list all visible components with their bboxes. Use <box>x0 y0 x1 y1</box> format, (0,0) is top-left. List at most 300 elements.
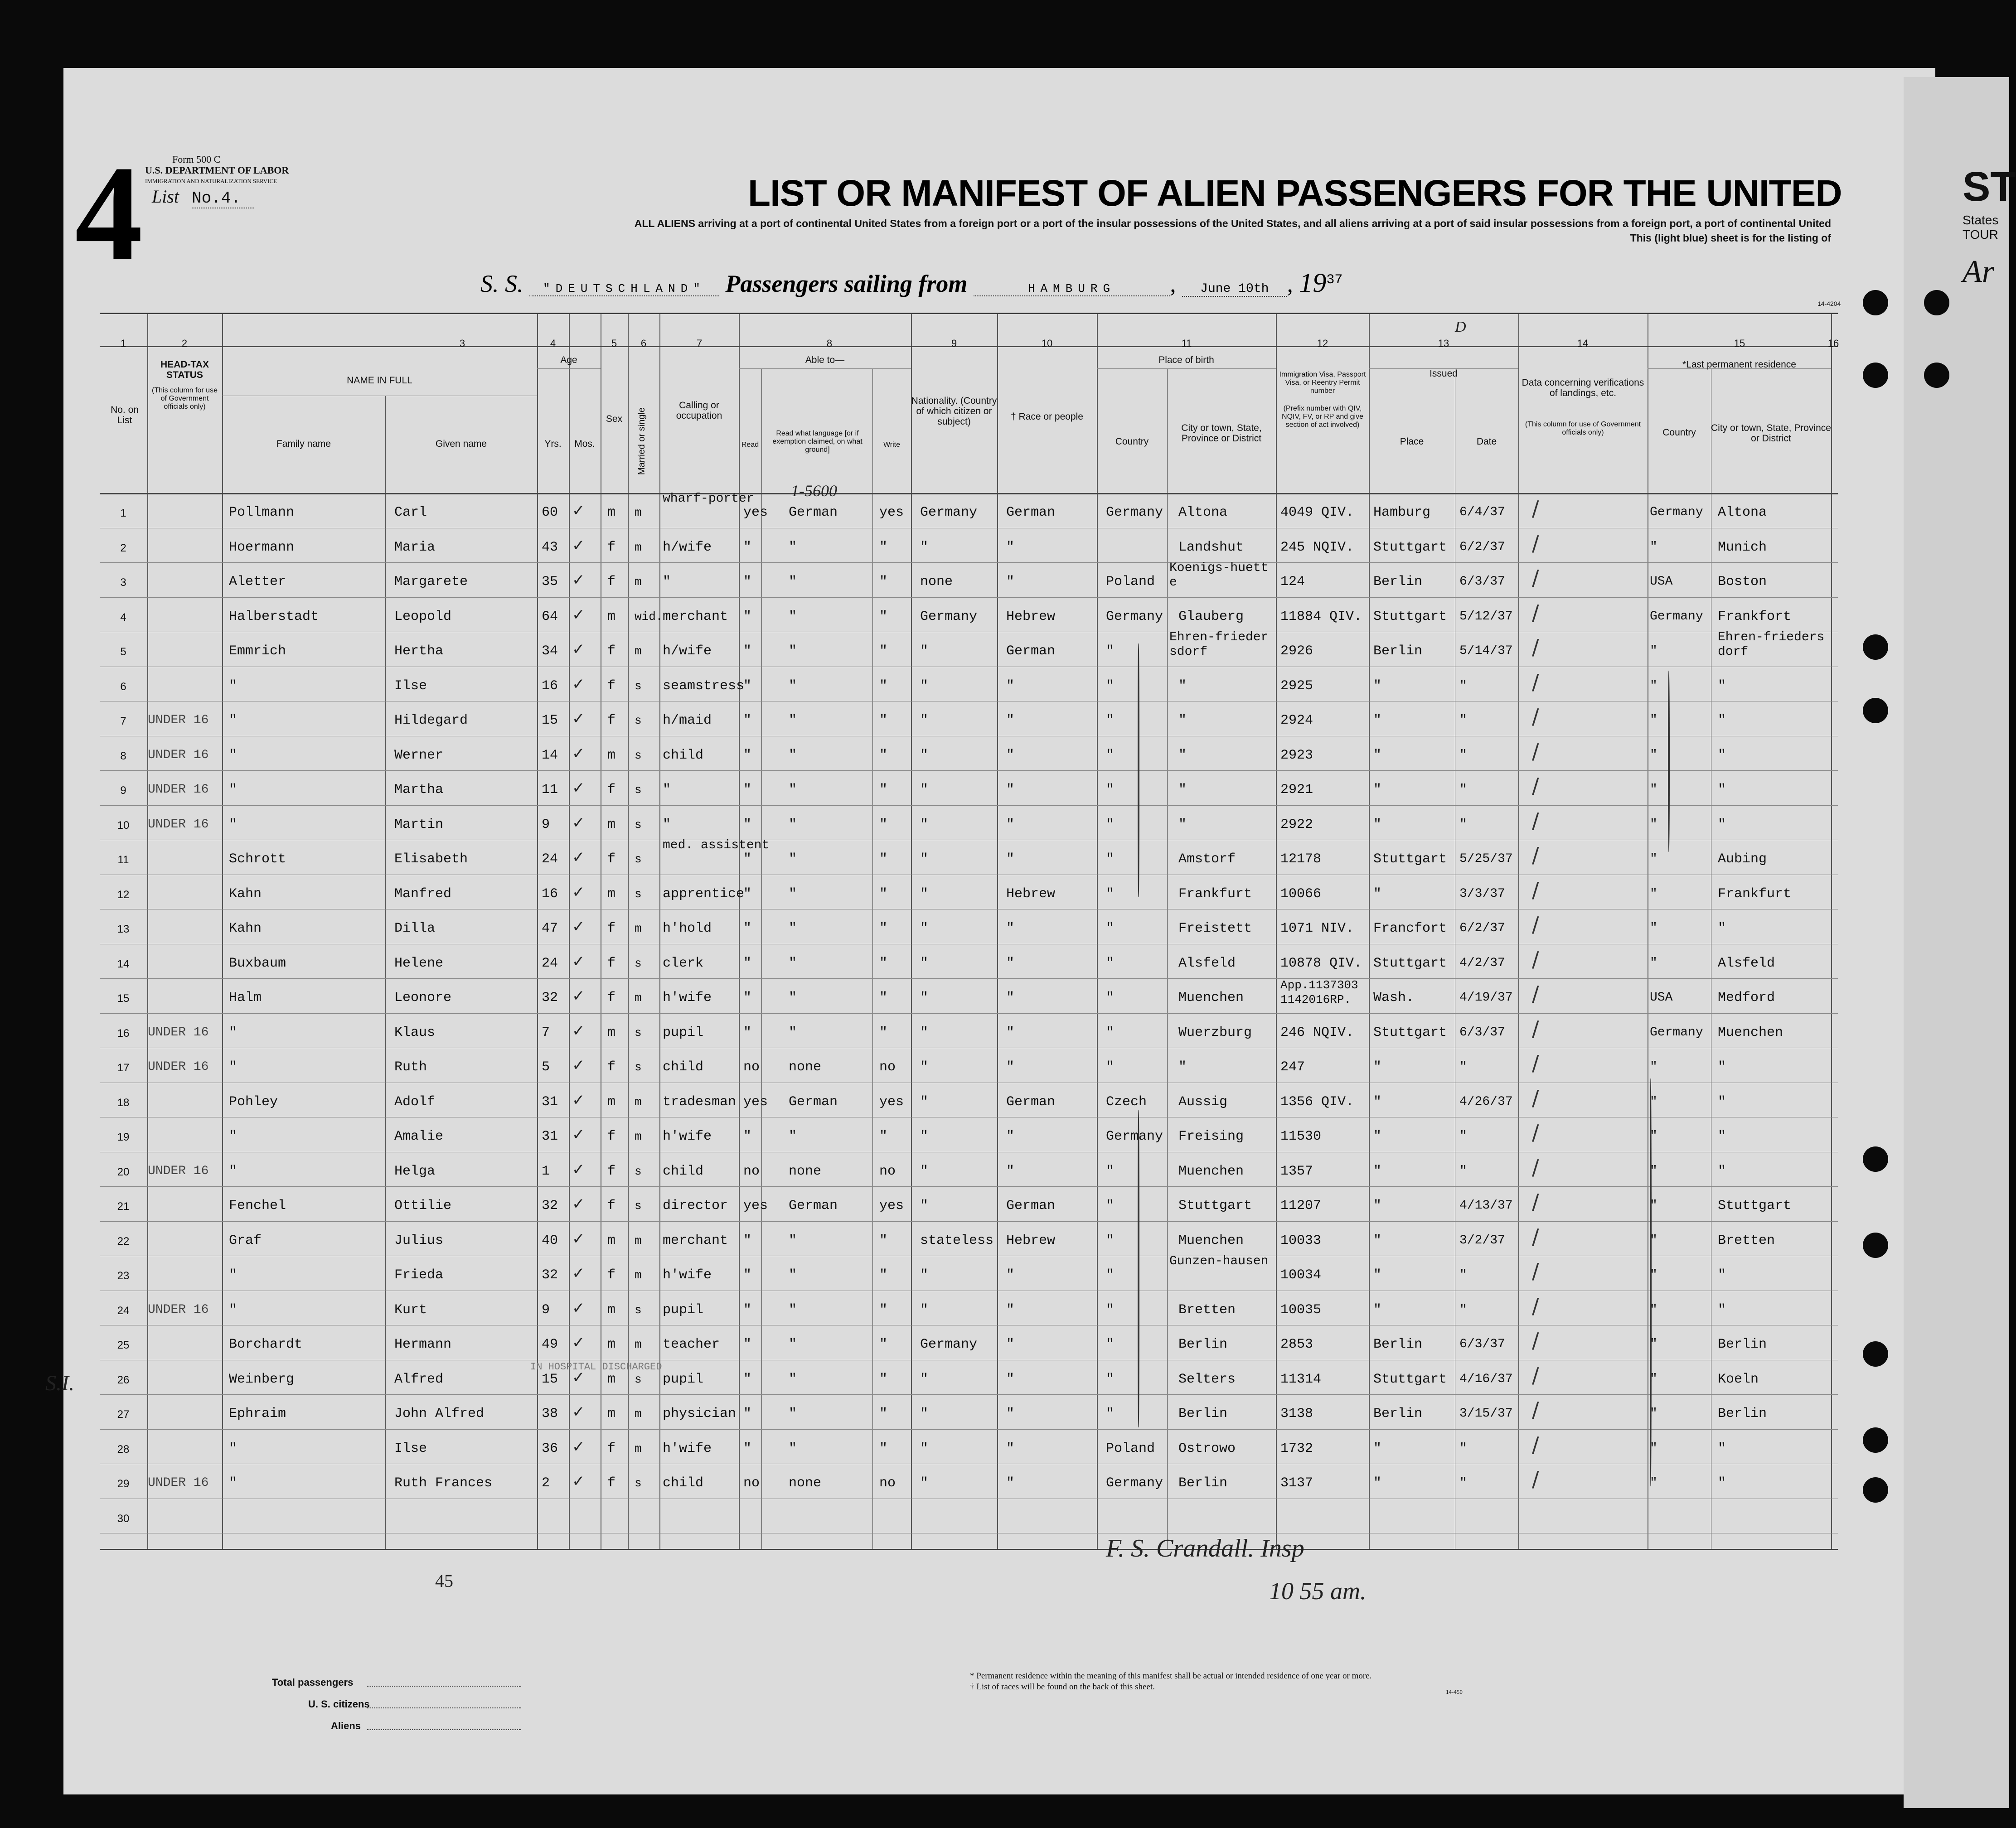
birth-city: " <box>1178 678 1187 694</box>
verification-slash-icon: / <box>1532 1016 1539 1041</box>
birth-country: " <box>1106 713 1115 728</box>
nationality: " <box>920 1267 929 1283</box>
birth-country: " <box>1106 955 1115 971</box>
issued-place: " <box>1373 1094 1382 1110</box>
read-language: " <box>789 1441 797 1456</box>
marital-status: m <box>635 1407 642 1421</box>
residence-country: " <box>1650 956 1657 970</box>
sex: f <box>607 955 616 971</box>
residence-city: Frankfurt <box>1718 886 1792 902</box>
form-number: Form 500 C <box>172 154 221 165</box>
residence-country: USA <box>1650 575 1673 589</box>
birth-country: " <box>1106 1059 1115 1075</box>
race: " <box>1006 1406 1015 1422</box>
ss-label: S. S. <box>480 270 523 297</box>
age-years: 64 <box>542 609 558 624</box>
birth-city: " <box>1178 1059 1187 1075</box>
header-residence-city: City or town, State, Province or District <box>1711 423 1831 444</box>
can-read: yes <box>743 1198 768 1214</box>
occupation: pupil <box>663 1025 704 1040</box>
row-number: 7 <box>120 715 126 727</box>
can-write: " <box>879 886 888 902</box>
residence-country: " <box>1650 921 1657 935</box>
sex: f <box>607 643 616 659</box>
can-write: " <box>879 921 888 936</box>
check-mark-icon: ✓ <box>572 502 585 520</box>
check-mark-icon: ✓ <box>572 605 585 624</box>
residence-country: " <box>1650 713 1657 727</box>
marital-status: s <box>635 748 642 762</box>
nationality: " <box>920 851 929 867</box>
read-language: " <box>789 609 797 624</box>
race: " <box>1006 678 1015 694</box>
residence-city: Muenchen <box>1718 1025 1783 1040</box>
birth-country: Germany <box>1106 1129 1163 1144</box>
issued-place: " <box>1373 1267 1382 1283</box>
sex: m <box>607 609 616 624</box>
birth-city: Koenigs-huette <box>1169 561 1269 590</box>
can-read: " <box>743 1025 752 1040</box>
can-read: " <box>743 574 752 590</box>
row-number: 8 <box>120 750 126 762</box>
verification-slash-icon: / <box>1532 1328 1539 1353</box>
can-write: yes <box>879 1094 904 1110</box>
given-name: Kurt <box>394 1302 427 1318</box>
birth-city: Altona <box>1178 505 1228 520</box>
issued-place: Stuttgart <box>1373 1025 1447 1040</box>
nationality: " <box>920 1371 929 1387</box>
check-mark-icon: ✓ <box>572 536 585 555</box>
marital-status: s <box>635 1164 642 1178</box>
read-language: " <box>789 1129 797 1144</box>
nationality: " <box>920 1198 929 1214</box>
column-divider <box>911 314 912 1549</box>
residence-city: Frankfort <box>1718 609 1792 624</box>
birth-city: Berlin <box>1178 1475 1228 1491</box>
read-language: " <box>789 1337 797 1352</box>
birth-city: Amstorf <box>1178 851 1236 867</box>
race: " <box>1006 990 1015 1006</box>
can-read: no <box>743 1475 760 1491</box>
hospital-stamp: IN HOSPITAL DISCHARGED <box>530 1361 662 1373</box>
marital-status: s <box>635 714 642 727</box>
visa-number: 10066 <box>1280 886 1322 902</box>
given-name: Maria <box>394 539 436 555</box>
service: IMMIGRATION AND NATURALIZATION SERVICE <box>145 178 277 184</box>
sex: f <box>607 990 616 1006</box>
read-language: " <box>789 817 797 832</box>
residence-country: " <box>1650 852 1657 866</box>
residence-city: " <box>1718 1302 1726 1318</box>
can-read: " <box>743 678 752 694</box>
check-mark-icon: ✓ <box>572 1195 585 1213</box>
row-number: 9 <box>120 784 126 797</box>
column-divider <box>1369 314 1370 1549</box>
read-language: none <box>789 1163 822 1179</box>
given-name: Julius <box>394 1233 444 1248</box>
birth-country: " <box>1106 1371 1115 1387</box>
stub-line-3: Ar <box>1963 254 1994 289</box>
sailing-date: June 10th <box>1182 282 1287 297</box>
issued-place: Wash. <box>1373 990 1415 1006</box>
visa-number: 247 <box>1280 1059 1305 1075</box>
can-read: " <box>743 643 752 659</box>
occupation: h'wife <box>663 1129 712 1144</box>
residence-country: " <box>1650 1268 1657 1282</box>
check-mark-icon: ✓ <box>572 640 585 658</box>
age-years: 16 <box>542 886 558 902</box>
given-name: Frieda <box>394 1267 444 1283</box>
can-write: " <box>879 1233 888 1248</box>
age-years: 31 <box>542 1129 558 1144</box>
stub-text <box>1963 213 1998 242</box>
issued-date: " <box>1459 1441 1467 1456</box>
race: " <box>1006 955 1015 971</box>
can-write: " <box>879 747 888 763</box>
issued-place: " <box>1373 713 1382 728</box>
visa-number: 10878 QIV. <box>1280 955 1362 971</box>
residence-city: " <box>1718 782 1726 798</box>
age-years: 11 <box>542 782 558 798</box>
family-name: " <box>229 747 237 763</box>
verification-slash-icon: / <box>1532 947 1539 972</box>
check-mark-icon: ✓ <box>572 1299 585 1317</box>
residence-city: Alsfeld <box>1718 955 1775 971</box>
verification-slash-icon: / <box>1532 1224 1539 1249</box>
verification-slash-icon: / <box>1532 808 1539 833</box>
issued-place: " <box>1373 1302 1382 1318</box>
check-mark-icon: ✓ <box>572 1229 585 1248</box>
column-number: 16 <box>1827 338 1839 349</box>
family-name: Weinberg <box>229 1371 295 1387</box>
birth-country: Germany <box>1106 609 1163 624</box>
visa-number: 2923 <box>1280 747 1313 763</box>
column-number: 7 <box>696 338 703 349</box>
head-tax-status: UNDER 16 <box>148 1302 209 1317</box>
family-name: Ephraim <box>229 1406 286 1422</box>
header-race: † Race or people <box>1011 411 1083 422</box>
birth-country: " <box>1106 1406 1115 1422</box>
visa-number: 10033 <box>1280 1233 1322 1248</box>
birth-city: Ostrowo <box>1178 1441 1236 1456</box>
birth-city: Stuttgart <box>1178 1198 1252 1214</box>
issued-date: 5/25/37 <box>1459 852 1513 866</box>
residence-city: " <box>1718 678 1726 694</box>
read-language: " <box>789 713 797 728</box>
column-number: 4 <box>550 338 556 349</box>
check-mark-icon: ✓ <box>572 1437 585 1456</box>
family-name: Kahn <box>229 921 262 936</box>
birth-country: " <box>1106 921 1115 936</box>
visa-number: 11314 <box>1280 1371 1322 1387</box>
sex: m <box>607 1094 616 1110</box>
residence-country: " <box>1650 1233 1657 1248</box>
family-name: " <box>229 1441 237 1456</box>
read-language: " <box>789 1371 797 1387</box>
given-name: Dilla <box>394 921 436 936</box>
visa-number: 11884 QIV. <box>1280 609 1362 624</box>
residence-country: " <box>1650 1407 1657 1421</box>
can-read: " <box>743 1267 752 1283</box>
row-number: 3 <box>120 576 126 589</box>
age-years: 7 <box>542 1025 550 1040</box>
sex: m <box>607 1406 616 1422</box>
verification-slash-icon: / <box>1532 912 1539 937</box>
residence-city: " <box>1718 1267 1726 1283</box>
residence-city: " <box>1718 817 1726 832</box>
stub-line-2: TOUR <box>1963 227 1998 242</box>
birth-city: " <box>1178 713 1187 728</box>
birth-city: Frankfurt <box>1178 886 1252 902</box>
total-passengers-line <box>367 1686 521 1687</box>
birth-subheader-rule <box>1097 368 1276 369</box>
issued-date: 3/15/37 <box>1459 1407 1513 1421</box>
head-tax-status: UNDER 16 <box>148 1476 209 1490</box>
issued-date: " <box>1459 678 1467 693</box>
verification-slash-icon: / <box>1532 1190 1539 1214</box>
can-read: " <box>743 990 752 1006</box>
issued-date: 3/3/37 <box>1459 886 1505 901</box>
race: " <box>1006 1129 1015 1144</box>
verification-slash-icon: / <box>1532 1398 1539 1422</box>
residence-country: " <box>1650 1199 1657 1213</box>
family-name: Pollmann <box>229 505 295 520</box>
subtitle-2: This (light blue) sheet is for the listing of <box>1630 232 1831 244</box>
visa-number: 4049 QIV. <box>1280 505 1354 520</box>
departure-port: HAMBURG <box>974 282 1170 296</box>
visa-number: 2924 <box>1280 713 1313 728</box>
read-language: " <box>789 747 797 763</box>
can-read: " <box>743 851 752 867</box>
form-code: 14-4204 <box>1817 300 1841 307</box>
sex: f <box>607 921 616 936</box>
can-write: " <box>879 713 888 728</box>
issued-place: " <box>1373 886 1382 902</box>
marital-status: m <box>635 575 642 589</box>
verification-slash-icon: / <box>1532 566 1539 590</box>
occupation: h'wife <box>663 990 712 1006</box>
issued-date: 6/3/37 <box>1459 1337 1505 1351</box>
given-name: Margarete <box>394 574 468 590</box>
subtitle-1: ALL ALIENS arriving at a port of continental United States from a foreign port or a port of the insular possessions of the United States, and all aliens arriving at a port of said insular possessions from a foreign port, a port of continental United <box>634 218 1831 229</box>
birth-city: Gunzen-hausen <box>1169 1254 1269 1268</box>
visa-number: 2921 <box>1280 782 1313 798</box>
race: " <box>1006 1371 1015 1387</box>
birth-country: Germany <box>1106 505 1163 520</box>
occupation: med. assistent <box>663 838 770 852</box>
given-name: Helene <box>394 955 444 971</box>
family-name: Pohley <box>229 1094 278 1110</box>
residence-city: Medford <box>1718 990 1775 1006</box>
race: " <box>1006 817 1015 832</box>
sex: m <box>607 505 616 520</box>
race: German <box>1006 1094 1056 1110</box>
birth-city: Muenchen <box>1178 990 1244 1006</box>
row-number: 29 <box>117 1478 130 1490</box>
can-write: " <box>879 1406 888 1422</box>
footnote-residence: * Permanent residence within the meaning of this manifest shall be actual or intended residence of one year or more. <box>970 1671 1372 1681</box>
birth-city: Alsfeld <box>1178 955 1236 971</box>
residence-city: Boston <box>1718 574 1767 590</box>
given-name: John Alfred <box>394 1406 485 1422</box>
residence-country: " <box>1650 1164 1657 1178</box>
visa-number: 12178 <box>1280 851 1322 867</box>
marital-status: wid. <box>635 609 663 624</box>
occupation: child <box>663 747 704 763</box>
race: German <box>1006 505 1056 520</box>
can-write: yes <box>879 505 904 520</box>
residence-city: Bretten <box>1718 1233 1775 1248</box>
visa-number: 1071 NIV. <box>1280 921 1354 936</box>
age-years: 60 <box>542 505 558 520</box>
residence-country: " <box>1650 1441 1657 1456</box>
residence-country: " <box>1650 1302 1657 1317</box>
birth-country: " <box>1106 1302 1115 1318</box>
can-read: " <box>743 609 752 624</box>
nationality: " <box>920 886 929 902</box>
given-name: Ilse <box>394 678 427 694</box>
row-rule <box>100 1186 1838 1187</box>
inspector-signature: F. S. Crandall. Insp <box>1106 1534 1304 1562</box>
visa-number: 2922 <box>1280 817 1313 832</box>
row-number: 21 <box>117 1200 130 1213</box>
residence-city: " <box>1718 747 1726 763</box>
family-name: Graf <box>229 1233 262 1248</box>
marital-status: s <box>635 887 642 901</box>
can-read: " <box>743 1337 752 1352</box>
check-mark-icon: ✓ <box>572 744 585 763</box>
check-mark-icon: ✓ <box>572 1091 585 1109</box>
age-years: 38 <box>542 1406 558 1422</box>
race: " <box>1006 713 1015 728</box>
age-subheader-rule <box>537 368 601 369</box>
header-place-of-birth: Place of birth <box>1158 355 1214 365</box>
read-language: " <box>789 990 797 1006</box>
birth-country: " <box>1106 851 1115 867</box>
age-years: 49 <box>542 1337 558 1352</box>
can-write: no <box>879 1475 896 1491</box>
can-read: no <box>743 1059 760 1075</box>
residence-country: " <box>1650 1476 1657 1490</box>
verification-slash-icon: / <box>1532 1432 1539 1457</box>
stub-line-1: States <box>1963 213 1999 227</box>
birth-city: Muenchen <box>1178 1163 1244 1179</box>
residence-country: " <box>1650 678 1657 693</box>
residence-city: Altona <box>1718 505 1767 520</box>
race: " <box>1006 539 1015 555</box>
nationality: " <box>920 1441 929 1456</box>
read-language: German <box>789 1094 838 1110</box>
verification-slash-icon: / <box>1532 635 1539 659</box>
header-nationality: Nationality. (Country of which citizen or subject) <box>911 396 997 427</box>
nationality: " <box>920 1059 929 1075</box>
read-language: " <box>789 678 797 694</box>
age-years: 40 <box>542 1233 558 1248</box>
marital-status: s <box>635 1303 642 1317</box>
aliens-line <box>367 1729 521 1730</box>
sailing-label: Passengers sailing from <box>725 270 968 297</box>
sex: m <box>607 1337 616 1352</box>
can-write: " <box>879 1302 888 1318</box>
issued-place: " <box>1373 747 1382 763</box>
residence-country: Germany <box>1650 505 1703 519</box>
check-mark-icon: ✓ <box>572 1334 585 1352</box>
read-language: " <box>789 1302 797 1318</box>
residence-country: Germany <box>1650 609 1703 624</box>
can-read: " <box>743 955 752 971</box>
read-language: " <box>789 851 797 867</box>
occupation: merchant <box>663 609 728 624</box>
head-tax-status: UNDER 16 <box>148 817 209 832</box>
check-mark-icon: ✓ <box>572 675 585 693</box>
race: " <box>1006 1337 1015 1352</box>
race: Hebrew <box>1006 609 1056 624</box>
check-mark-icon: ✓ <box>572 848 585 866</box>
row-number: 26 <box>117 1373 130 1386</box>
marital-status: m <box>635 1233 642 1248</box>
birth-country: " <box>1106 1233 1115 1248</box>
pencil-bracket-mark <box>1650 1078 1652 1486</box>
can-read: yes <box>743 1094 768 1110</box>
column-number: 5 <box>611 338 617 349</box>
header-mos: Mos. <box>574 439 595 449</box>
issued-date: " <box>1459 1476 1467 1490</box>
sex: f <box>607 1198 616 1214</box>
row-rule <box>100 770 1838 771</box>
age-years: 32 <box>542 1198 558 1214</box>
verification-slash-icon: / <box>1532 739 1539 764</box>
visa-number: 1356 QIV. <box>1280 1094 1354 1110</box>
residence-country: " <box>1650 886 1657 901</box>
check-mark-icon: ✓ <box>572 1021 585 1040</box>
visa-number: 3138 <box>1280 1406 1313 1422</box>
read-language: " <box>789 921 797 936</box>
issued-date: " <box>1459 817 1467 832</box>
nationality: " <box>920 643 929 659</box>
header-head-tax: HEAD-TAX STATUS <box>160 359 209 380</box>
head-tax-status: UNDER 16 <box>148 1060 209 1074</box>
marital-status: s <box>635 1060 642 1074</box>
column-number: 15 <box>1734 338 1745 349</box>
marital-status: m <box>635 991 642 1005</box>
row-number: 27 <box>117 1408 130 1421</box>
form-identification <box>145 154 289 187</box>
race: " <box>1006 1475 1015 1491</box>
visa-number: 2925 <box>1280 678 1313 694</box>
residence-country: " <box>1650 817 1657 832</box>
family-name: Buxbaum <box>229 955 286 971</box>
issued-date: 6/2/37 <box>1459 921 1505 935</box>
binder-hole <box>1863 1146 1888 1172</box>
can-write: " <box>879 955 888 971</box>
occupation: apprentice <box>663 886 745 902</box>
row-number: 14 <box>117 958 130 970</box>
check-mark-icon: ✓ <box>572 710 585 728</box>
given-name: Adolf <box>394 1094 436 1110</box>
visa-number: 2926 <box>1280 643 1313 659</box>
year-prefix: 19 <box>1299 268 1327 298</box>
column-divider <box>147 314 148 1549</box>
birth-city: Bretten <box>1178 1302 1236 1318</box>
residence-country: Germany <box>1650 1025 1703 1040</box>
row-number: 24 <box>117 1304 130 1317</box>
family-name: " <box>229 782 237 798</box>
given-name: Martin <box>394 817 444 832</box>
marital-status: m <box>635 644 642 658</box>
given-name: Ruth Frances <box>394 1475 493 1491</box>
residence-city: Koeln <box>1718 1371 1759 1387</box>
row-rule <box>100 597 1838 598</box>
